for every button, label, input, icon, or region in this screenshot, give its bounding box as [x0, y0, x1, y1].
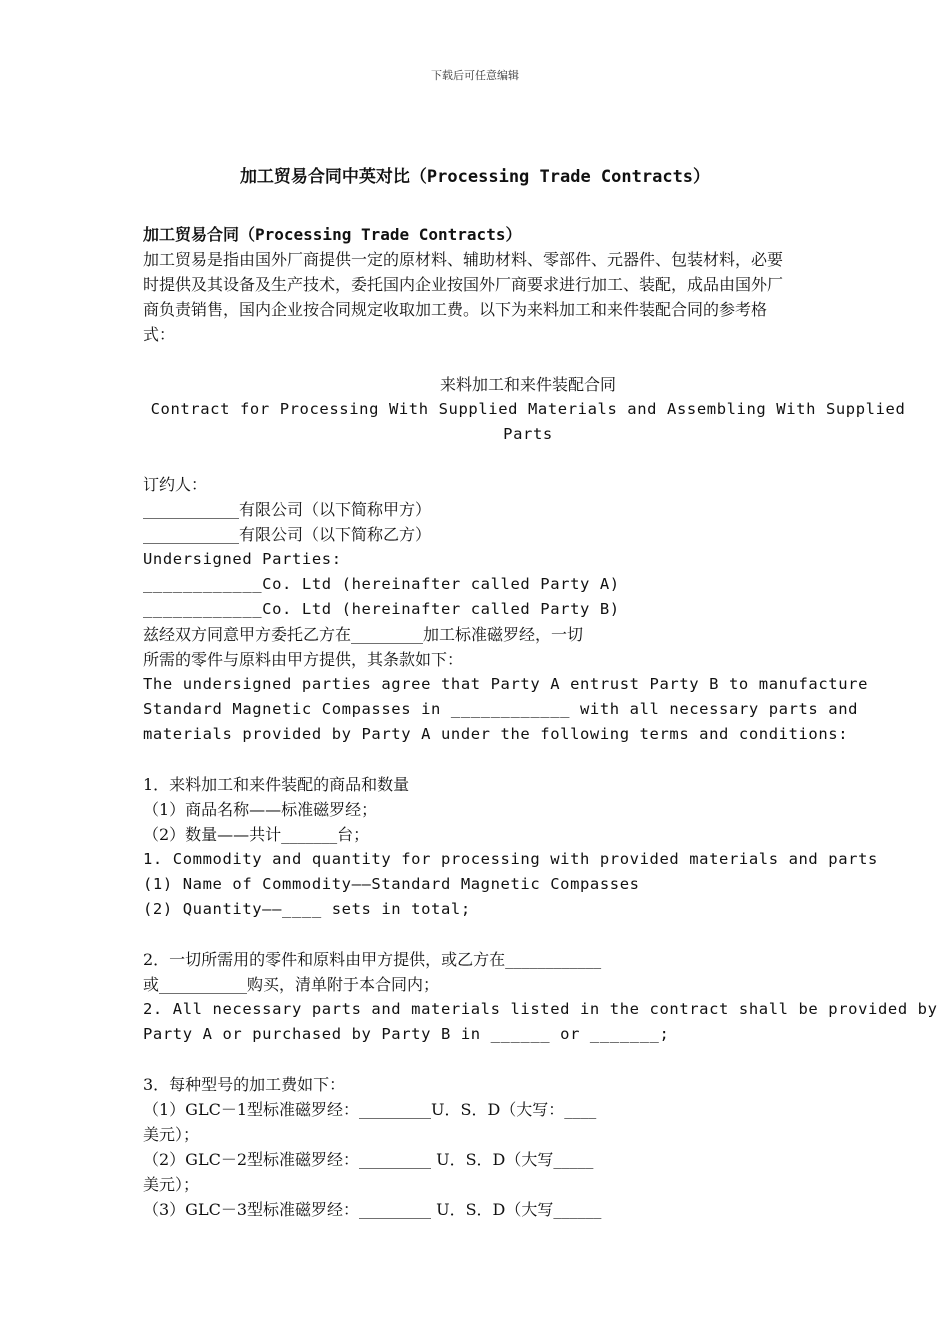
document-title: 加工贸易合同中英对比（Processing Trade Contracts）	[239, 167, 711, 187]
contract-title-cn: 来料加工和来件装配合同	[439, 375, 616, 394]
contract-title-en-cont: Parts	[503, 425, 553, 443]
clause-3-item: 美元）；	[143, 1125, 200, 1144]
clause-2-cn: 或___________购买，清单附于本合同内；	[143, 975, 440, 994]
clause-2-en: 2. All necessary parts and materials listed in the contract shall be provided by	[143, 1000, 938, 1018]
clause-3-title-cn: 3．每种型号的加工费如下：	[143, 1075, 346, 1094]
party-b-cn: ____________有限公司（以下简称乙方）	[143, 525, 432, 544]
agreement-cn: 兹经双方同意甲方委托乙方在_________加工标准磁罗经，一切	[143, 625, 584, 644]
clause-1-title-en: 1. Commodity and quantity for processing with provided materials and parts	[143, 850, 878, 868]
header-note: 下载后可任意编辑	[431, 69, 519, 82]
agreement-cn: 所需的零件与原料由甲方提供，其条款如下：	[143, 650, 464, 669]
document-body	[143, 222, 938, 1222]
section-heading: 加工贸易合同（Processing Trade Contracts）	[143, 225, 522, 244]
clause-3-item: （3）GLC－3型标准磁罗经：_________ U．S．D（大写______	[143, 1200, 602, 1219]
party-b-en: ____________Co. Ltd (hereinafter called Party B)	[143, 600, 620, 618]
clause-1-item-cn: （1）商品名称——标准磁罗经；	[143, 800, 378, 819]
intro-line: 商负责销售，国内企业按合同规定收取加工费。以下为来料加工和来件装配合同的参考格	[143, 300, 768, 319]
intro-line: 加工贸易是指由国外厂商提供一定的原材料、辅助材料、零部件、元器件、包装材料，必要	[143, 250, 784, 269]
clause-1-title-cn: 1．来料加工和来件装配的商品和数量	[143, 775, 410, 794]
intro-line: 时提供及其设备及生产技术，委托国内企业按国外厂商要求进行加工、装配，成品由国外厂	[143, 275, 784, 294]
clause-2-cn: 2．一切所需用的零件和原料由甲方提供，或乙方在____________	[143, 950, 602, 969]
clause-1-item-en: (2) Quantity——____ sets in total;	[143, 900, 471, 918]
clause-2-en: Party A or purchased by Party B in ______ or _______;	[143, 1025, 670, 1043]
clause-3-item: （1）GLC－1型标准磁罗经：_________U．S．D（大写：____	[143, 1100, 597, 1119]
spacer	[143, 447, 913, 472]
spacer	[143, 1047, 913, 1072]
agreement-en: materials provided by Party A under the following terms and conditions:	[143, 725, 849, 743]
clause-3-item: （2）GLC－2型标准磁罗经：_________ U．S．D（大写_____	[143, 1150, 594, 1169]
spacer	[143, 922, 913, 947]
parties-label-en: Undersigned Parties:	[143, 550, 342, 568]
clause-1-item-en: (1) Name of Commodity——Standard Magnetic Compasses	[143, 875, 640, 893]
parties-label-cn: 订约人：	[143, 475, 208, 494]
clause-3-item: 美元）；	[143, 1175, 200, 1194]
contract-title-en: Contract for Processing With Supplied Materials and Assembling With Supplied	[150, 400, 906, 418]
spacer	[143, 747, 913, 772]
agreement-en: The undersigned parties agree that Party A entrust Party B to manufacture	[143, 675, 869, 693]
spacer	[143, 347, 913, 372]
party-a-cn: ____________有限公司（以下简称甲方）	[143, 500, 432, 519]
clause-1-item-cn: （2）数量——共计_______台；	[143, 825, 370, 844]
party-a-en: ____________Co. Ltd (hereinafter called Party A)	[143, 575, 620, 593]
agreement-en: Standard Magnetic Compasses in ____________ with all necessary parts and	[143, 700, 859, 718]
intro-line: 式：	[143, 325, 176, 344]
